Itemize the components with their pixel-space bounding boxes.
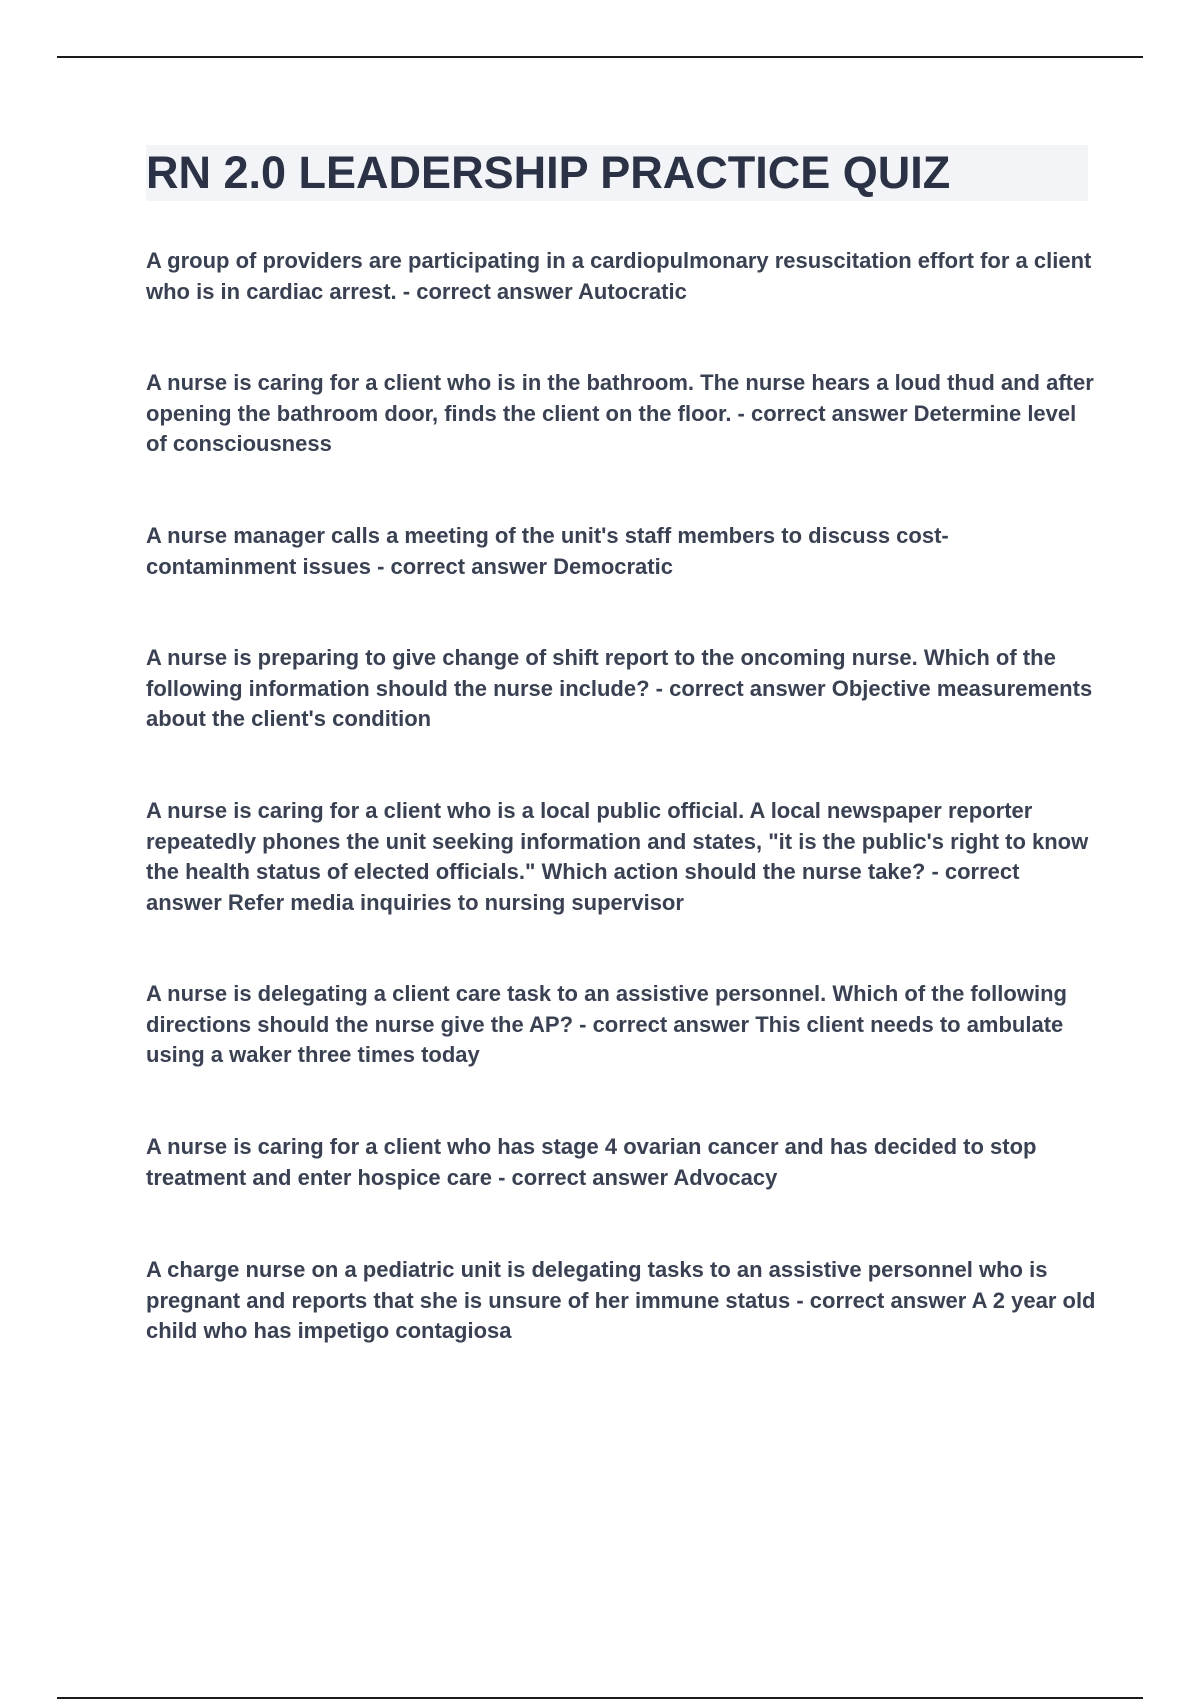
question-item-4: A nurse is preparing to give change of shift report to the oncoming nurse. Which of the following information should the nurse include? - correct answer Objective measurements about the client's condition — [146, 645, 1093, 731]
top-rule — [57, 56, 1143, 58]
question-item-3: A nurse manager calls a meeting of the unit's staff members to discuss cost-contaminment issues - correct answer Democratic — [146, 523, 949, 579]
question-item-5: A nurse is caring for a client who is a local public official. A local newspaper reporter repeatedly phones the unit seeking information and states, "it is the public's right to know the health status of elected officials." Which action should the nurse take? - correct answer Refer media inquiries to nursing supervisor — [146, 798, 1089, 915]
question-item-6: A nurse is delegating a client care task to an assistive personnel. Which of the following directions should the nurse give the AP? - correct answer This client needs to ambulate using a waker three times today — [146, 981, 1067, 1067]
question-item-7: A nurse is caring for a client who has stage 4 ovarian cancer and has decided to stop treatment and enter hospice care - correct answer Advocacy — [146, 1134, 1037, 1190]
page-title: RN 2.0 LEADERSHIP PRACTICE QUIZ — [146, 147, 951, 198]
question-item-1: A group of providers are participating in a cardiopulmonary resuscitation effort for a client who is in cardiac arrest. - correct answer Autocratic — [146, 248, 1092, 304]
bottom-rule — [57, 1697, 1143, 1699]
question-item-8: A charge nurse on a pediatric unit is delegating tasks to an assistive personnel who is pregnant and reports that she is unsure of her immune status - correct answer A 2 year old child who has impetigo contagiosa — [146, 1257, 1096, 1343]
question-item-2: A nurse is caring for a client who is in the bathroom. The nurse hears a loud thud and after opening the bathroom door, finds the client on the floor. - correct answer Determine level of consciousness — [146, 370, 1094, 456]
